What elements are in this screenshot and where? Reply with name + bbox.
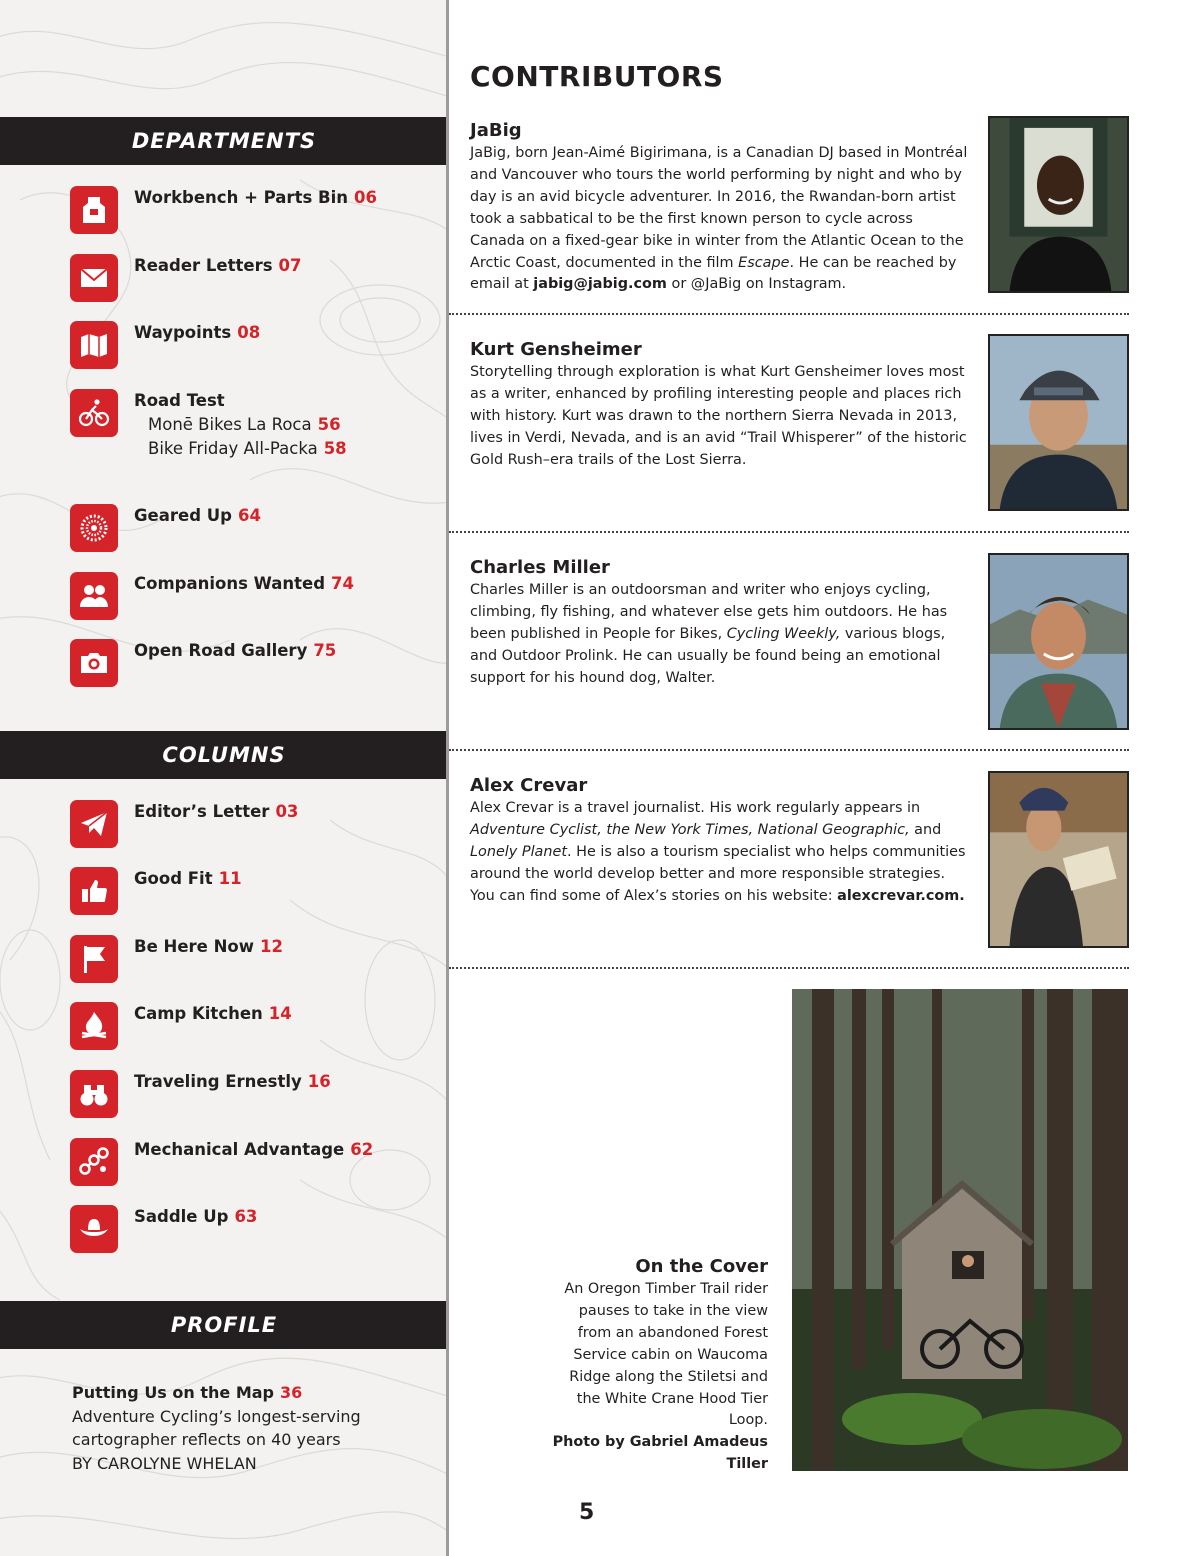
toc-sublabel: Bike Friday All-Packa	[148, 439, 318, 458]
cover-caption	[549, 1255, 768, 1476]
toc-label: Good Fit	[134, 869, 213, 888]
contributor-alex-crevar	[470, 774, 968, 908]
bio-text: Charles Miller is an outdoorsman and writer who enjoys cycling, climbing, fly fishing, and whatever else gets him outdoors. He has been published in People for Bikes,	[470, 582, 948, 642]
toc-label: Waypoints	[134, 323, 232, 342]
contributors-heading: CONTRIBUTORS	[470, 60, 724, 93]
bio-text: . He is also a tourism specialist who helps communities around the world develop better and more responsible strategies. You can find some of Alex’s stories on his website:	[470, 843, 966, 904]
profile-deck-line: cartographer reflects on 40 years	[72, 1430, 341, 1449]
bio-text: various blogs, and Outdoor Prolink. He can usually be found being an emotional support for his hound dog, Walter.	[470, 625, 946, 686]
toc-page: 58	[323, 439, 347, 458]
toc-item-traveling-ernestly[interactable]	[70, 1070, 331, 1118]
toc-page: 11	[218, 869, 242, 888]
toc-subitem[interactable]	[134, 413, 347, 437]
toc-label: Road Test	[134, 391, 225, 410]
toc-label: Companions Wanted	[134, 574, 326, 593]
contributor-bio	[470, 143, 968, 296]
toc-item-camp-kitchen[interactable]	[70, 1002, 292, 1050]
toc-item-mechanical-advantage[interactable]	[70, 1138, 373, 1186]
toc-label: Be Here Now	[134, 937, 254, 956]
profile-entry[interactable]	[72, 1381, 361, 1475]
toc-page: 12	[259, 937, 283, 956]
cowboy-hat-icon	[70, 1205, 118, 1253]
toc-label: Editor’s Letter	[134, 802, 270, 821]
website-link[interactable]: alexcrevar.com.	[837, 887, 965, 904]
map-icon	[70, 321, 118, 369]
toc-item-editors-letter[interactable]	[70, 800, 298, 848]
toc-label: Traveling Ernestly	[134, 1072, 302, 1091]
section-divider	[449, 749, 1129, 751]
profile-page: 36	[279, 1383, 303, 1402]
section-divider	[449, 313, 1129, 315]
contributor-name: Kurt Gensheimer	[470, 339, 642, 360]
toc-sublabel: Monē Bikes La Roca	[148, 415, 312, 434]
toc-label: Geared Up	[134, 506, 232, 525]
columns-heading: COLUMNS	[0, 731, 446, 779]
toc-page: 08	[237, 323, 261, 342]
toc-item-be-here-now[interactable]	[70, 935, 283, 983]
toc-page: 16	[307, 1072, 331, 1091]
flag-icon	[70, 935, 118, 983]
thumbs-up-icon	[70, 867, 118, 915]
apron-icon	[70, 186, 118, 234]
toc-subitem[interactable]	[134, 437, 347, 461]
camera-icon	[70, 639, 118, 687]
bio-text: Alex Crevar is a travel journalist. His work regularly appears in	[470, 800, 921, 816]
toc-page: 63	[234, 1207, 258, 1226]
toc-page: 74	[331, 574, 354, 593]
toc-label: Open Road Gallery	[134, 641, 308, 660]
contributor-name: JaBig	[470, 120, 522, 141]
toc-label: Camp Kitchen	[134, 1004, 263, 1023]
contributor-bio	[470, 580, 968, 690]
page-number: 5	[579, 1500, 595, 1525]
toc-item-saddle-up[interactable]	[70, 1205, 257, 1253]
toc-item-companions-wanted[interactable]	[70, 572, 354, 620]
toc-page: 64	[237, 506, 261, 525]
cover-photo	[792, 989, 1128, 1471]
cover-title: On the Cover	[635, 1256, 768, 1277]
bio-text: or @JaBig on Instagram.	[666, 276, 847, 293]
charles-miller-portrait	[988, 553, 1129, 730]
section-divider	[449, 967, 1129, 969]
departments-heading: DEPARTMENTS	[0, 117, 446, 165]
contributor-name: Alex Crevar	[470, 775, 588, 796]
chain-icon	[70, 1138, 118, 1186]
alex-crevar-portrait	[988, 771, 1129, 948]
toc-page: 62	[350, 1140, 374, 1159]
contributor-kurt-gensheimer	[470, 338, 968, 472]
contributor-name: Charles Miller	[470, 557, 610, 578]
binoculars-icon	[70, 1070, 118, 1118]
photo-credit: Photo by Gabriel Amadeus Tiller	[552, 1434, 768, 1473]
bio-italic: Adventure Cyclist, the New York Times, National Geographic,	[470, 821, 910, 838]
toc-item-good-fit[interactable]	[70, 867, 242, 915]
bio-text: JaBig, born Jean-Aimé Bigirimana, is a Canadian DJ based in Montréal and Vancouver who tours the world performing by night and who by day is an avid bicycle adventurer. In 2016, the Rwandan-born artist took a sabbatical to be the first known person to cycle across Canada on a fixed-gear bike in winter from the Atlantic Ocean to the Arctic Coast, documented in the film	[470, 145, 968, 271]
bio-italic: Lonely Planet	[470, 843, 567, 860]
toc-label: Reader Letters	[134, 256, 273, 275]
toc-item-reader-letters[interactable]	[70, 254, 302, 302]
contributor-jabig	[470, 119, 968, 296]
paper-plane-icon	[70, 800, 118, 848]
toc-label: Mechanical Advantage	[134, 1140, 345, 1159]
contributor-bio	[470, 798, 968, 908]
contributor-charles-miller	[470, 556, 968, 690]
toc-item-workbench[interactable]	[70, 186, 377, 234]
toc-label: Workbench + Parts Bin	[134, 188, 349, 207]
people-icon	[70, 572, 118, 620]
email-link[interactable]: jabig@jabig.com	[533, 276, 667, 293]
toc-item-road-test[interactable]	[70, 389, 347, 461]
envelope-icon	[70, 254, 118, 302]
profile-byline: BY CAROLYNE WHELAN	[72, 1453, 257, 1473]
toc-page: 06	[354, 188, 377, 207]
toc-page: 03	[275, 802, 299, 821]
cyclist-icon	[70, 389, 118, 437]
contributor-bio: Storytelling through exploration is what Kurt Gensheimer loves most as a writer, enhanced by profiling interesting people and places rich with history. Kurt was drawn to the northern Sierra Nevada in 2013, lives in Verdi, Nevada, and is an avid “Trail Whisperer” of the historic Gold Rush–era trails of the Lost Sierra.	[470, 364, 967, 468]
bio-italic: Escape	[738, 254, 790, 271]
toc-item-waypoints[interactable]	[70, 321, 260, 369]
profile-title: Putting Us on the Map	[72, 1383, 274, 1402]
toc-page: 07	[278, 256, 302, 275]
jabig-portrait	[988, 116, 1129, 293]
bio-italic: Cycling Weekly,	[726, 625, 841, 642]
toc-item-geared-up[interactable]	[70, 504, 261, 552]
toc-page: 56	[317, 415, 341, 434]
toc-page: 14	[268, 1004, 292, 1023]
profile-deck-line: Adventure Cycling’s longest-serving	[72, 1406, 361, 1426]
toc-item-open-road-gallery[interactable]	[70, 639, 336, 687]
cassette-icon	[70, 504, 118, 552]
toc-label: Saddle Up	[134, 1207, 229, 1226]
toc-page: 75	[313, 641, 337, 660]
bio-text: . He can be reached by email at	[470, 254, 957, 293]
kurt-gensheimer-portrait	[988, 334, 1129, 511]
cover-caption-text: An Oregon Timber Trail rider pauses to take in the view from an abandoned Forest Service cabin on Waucoma Ridge along the Stiletsi and the White Crane Hood Tier Loop.	[564, 1281, 768, 1429]
campfire-icon	[70, 1002, 118, 1050]
section-divider	[449, 531, 1129, 533]
contributors-panel	[449, 0, 1200, 1556]
profile-heading: PROFILE	[0, 1301, 446, 1349]
table-of-contents-panel	[0, 0, 446, 1556]
bio-text: and	[909, 821, 942, 838]
